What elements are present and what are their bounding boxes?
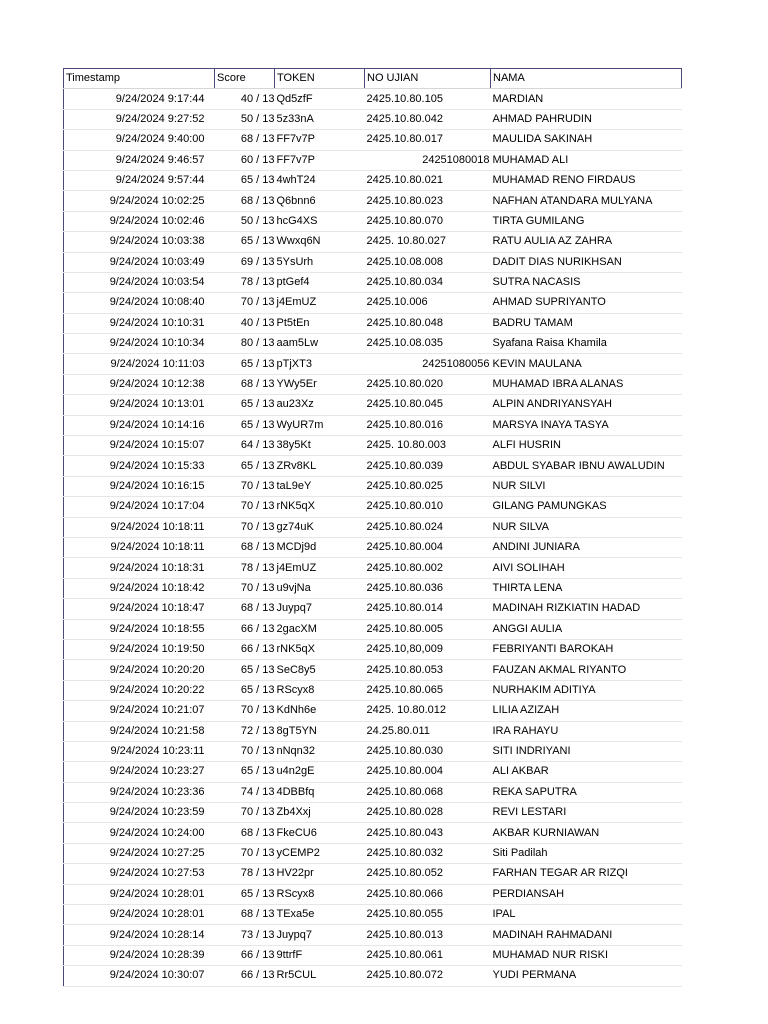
cell-score: 65 / 13 bbox=[215, 415, 275, 435]
cell-score: 65 / 13 bbox=[215, 354, 275, 374]
cell-nama: MUHAMAD RENO FIRDAUS bbox=[491, 170, 682, 190]
cell-no-ujian: 2425.10.80.023 bbox=[365, 191, 491, 211]
cell-token: FF7v7P bbox=[275, 150, 365, 170]
cell-score: 78 / 13 bbox=[215, 864, 275, 884]
cell-no-ujian: 24.25.80.011 bbox=[365, 721, 491, 741]
cell-token: Wwxq6N bbox=[275, 232, 365, 252]
cell-token: rNK5qX bbox=[275, 497, 365, 517]
cell-nama: MARDIAN bbox=[491, 89, 682, 109]
cell-nama: ALPIN ANDRIYANSYAH bbox=[491, 395, 682, 415]
cell-no-ujian: 2425.10.80.045 bbox=[365, 395, 491, 415]
cell-score: 65 / 13 bbox=[215, 395, 275, 415]
table-row bbox=[64, 558, 682, 578]
cell-timestamp: 9/24/2024 10:20:20 bbox=[64, 660, 215, 680]
cell-nama: ALFI HUSRIN bbox=[491, 436, 682, 456]
cell-token: Juypq7 bbox=[275, 599, 365, 619]
table-row bbox=[64, 660, 682, 680]
cell-nama: REKA SAPUTRA bbox=[491, 782, 682, 802]
table-row bbox=[64, 476, 682, 496]
cell-score: 70 / 13 bbox=[215, 517, 275, 537]
cell-no-ujian: 2425. 10.80.012 bbox=[365, 701, 491, 721]
cell-timestamp: 9/24/2024 10:08:40 bbox=[64, 293, 215, 313]
cell-nama: SITI INDRIYANI bbox=[491, 741, 682, 761]
cell-timestamp: 9/24/2024 10:14:16 bbox=[64, 415, 215, 435]
cell-score: 65 / 13 bbox=[215, 456, 275, 476]
cell-timestamp: 9/24/2024 10:28:01 bbox=[64, 884, 215, 904]
cell-no-ujian: 2425.10.80.028 bbox=[365, 803, 491, 823]
table-row bbox=[64, 680, 682, 700]
cell-score: 68 / 13 bbox=[215, 130, 275, 150]
cell-timestamp: 9/24/2024 9:57:44 bbox=[64, 170, 215, 190]
cell-timestamp: 9/24/2024 10:19:50 bbox=[64, 639, 215, 659]
cell-timestamp: 9/24/2024 10:03:38 bbox=[64, 232, 215, 252]
cell-score: 78 / 13 bbox=[215, 558, 275, 578]
cell-token: SeC8y5 bbox=[275, 660, 365, 680]
cell-no-ujian: 24251080018 bbox=[365, 150, 491, 170]
table-row bbox=[64, 272, 682, 292]
cell-token: nNqn32 bbox=[275, 741, 365, 761]
cell-timestamp: 9/24/2024 10:24:00 bbox=[64, 823, 215, 843]
cell-token: rNK5qX bbox=[275, 639, 365, 659]
table-row bbox=[64, 436, 682, 456]
cell-timestamp: 9/24/2024 10:13:01 bbox=[64, 395, 215, 415]
cell-token: YWy5Er bbox=[275, 374, 365, 394]
table-body bbox=[64, 89, 682, 986]
table-row bbox=[64, 497, 682, 517]
cell-no-ujian: 2425.10.80.065 bbox=[365, 680, 491, 700]
cell-token: ptGef4 bbox=[275, 272, 365, 292]
cell-nama: MADINAH RIZKIATIN HADAD bbox=[491, 599, 682, 619]
cell-token: 4whT24 bbox=[275, 170, 365, 190]
cell-no-ujian: 2425.10.80.036 bbox=[365, 578, 491, 598]
results-table bbox=[63, 68, 682, 987]
cell-token: au23Xz bbox=[275, 395, 365, 415]
cell-nama: NUR SILVA bbox=[491, 517, 682, 537]
table-row bbox=[64, 782, 682, 802]
cell-no-ujian: 2425.10.80.021 bbox=[365, 170, 491, 190]
table-row bbox=[64, 619, 682, 639]
cell-no-ujian: 2425. 10.80.003 bbox=[365, 436, 491, 456]
table-row bbox=[64, 905, 682, 925]
cell-token: hcG4XS bbox=[275, 211, 365, 231]
cell-score: 65 / 13 bbox=[215, 762, 275, 782]
cell-timestamp: 9/24/2024 10:15:33 bbox=[64, 456, 215, 476]
cell-nama: MAULIDA SAKINAH bbox=[491, 130, 682, 150]
table-row bbox=[64, 354, 682, 374]
cell-token: j4EmUZ bbox=[275, 558, 365, 578]
table-row bbox=[64, 823, 682, 843]
cell-no-ujian: 2425.10.80.061 bbox=[365, 945, 491, 965]
table-row bbox=[64, 456, 682, 476]
table-row bbox=[64, 884, 682, 904]
cell-score: 70 / 13 bbox=[215, 497, 275, 517]
cell-score: 66 / 13 bbox=[215, 966, 275, 986]
cell-nama: Siti Padilah bbox=[491, 843, 682, 863]
table-row bbox=[64, 966, 682, 986]
cell-timestamp: 9/24/2024 10:18:31 bbox=[64, 558, 215, 578]
cell-no-ujian: 2425.10.80.105 bbox=[365, 89, 491, 109]
cell-token: u9vjNa bbox=[275, 578, 365, 598]
cell-timestamp: 9/24/2024 10:17:04 bbox=[64, 497, 215, 517]
cell-nama: MARSYA INAYA TASYA bbox=[491, 415, 682, 435]
table-header bbox=[64, 69, 682, 89]
cell-timestamp: 9/24/2024 9:46:57 bbox=[64, 150, 215, 170]
cell-token: TExa5e bbox=[275, 905, 365, 925]
cell-score: 68 / 13 bbox=[215, 599, 275, 619]
cell-no-ujian: 2425.10.80.014 bbox=[365, 599, 491, 619]
cell-no-ujian: 2425.10.80.034 bbox=[365, 272, 491, 292]
cell-no-ujian: 2425.10.80.048 bbox=[365, 313, 491, 333]
cell-timestamp: 9/24/2024 10:11:03 bbox=[64, 354, 215, 374]
cell-nama: AHMAD PAHRUDIN bbox=[491, 109, 682, 129]
cell-score: 69 / 13 bbox=[215, 252, 275, 272]
cell-nama: AKBAR KURNIAWAN bbox=[491, 823, 682, 843]
cell-no-ujian: 2425.10.80.016 bbox=[365, 415, 491, 435]
cell-timestamp: 9/24/2024 10:16:15 bbox=[64, 476, 215, 496]
cell-score: 70 / 13 bbox=[215, 741, 275, 761]
cell-timestamp: 9/24/2024 10:18:47 bbox=[64, 599, 215, 619]
cell-timestamp: 9/24/2024 9:40:00 bbox=[64, 130, 215, 150]
cell-score: 65 / 13 bbox=[215, 680, 275, 700]
cell-token: MCDj9d bbox=[275, 537, 365, 557]
cell-token: 4DBBfq bbox=[275, 782, 365, 802]
cell-no-ujian: 2425.10.80.068 bbox=[365, 782, 491, 802]
table-row bbox=[64, 89, 682, 109]
cell-nama: AHMAD SUPRIYANTO bbox=[491, 293, 682, 313]
cell-no-ujian: 2425.10.80.017 bbox=[365, 130, 491, 150]
cell-nama: NUR SILVI bbox=[491, 476, 682, 496]
cell-no-ujian: 2425.10.80.010 bbox=[365, 497, 491, 517]
cell-no-ujian: 2425.10.80.030 bbox=[365, 741, 491, 761]
cell-timestamp: 9/24/2024 10:03:49 bbox=[64, 252, 215, 272]
table-row bbox=[64, 762, 682, 782]
cell-nama: ANGGI AULIA bbox=[491, 619, 682, 639]
cell-token: pTjXT3 bbox=[275, 354, 365, 374]
table-row bbox=[64, 599, 682, 619]
cell-nama: KEVIN MAULANA bbox=[491, 354, 682, 374]
table-row bbox=[64, 864, 682, 884]
table-row bbox=[64, 252, 682, 272]
cell-token: Rr5CUL bbox=[275, 966, 365, 986]
cell-nama: IRA RAHAYU bbox=[491, 721, 682, 741]
cell-token: 2gacXM bbox=[275, 619, 365, 639]
cell-nama: AIVI SOLIHAH bbox=[491, 558, 682, 578]
cell-no-ujian: 2425.10.80.053 bbox=[365, 660, 491, 680]
cell-nama: GILANG PAMUNGKAS bbox=[491, 497, 682, 517]
table-row bbox=[64, 803, 682, 823]
cell-nama: DADIT DIAS NURIKHSAN bbox=[491, 252, 682, 272]
cell-no-ujian: 2425.10.80.004 bbox=[365, 762, 491, 782]
cell-timestamp: 9/24/2024 10:10:31 bbox=[64, 313, 215, 333]
cell-nama: ALI AKBAR bbox=[491, 762, 682, 782]
cell-token: FkeCU6 bbox=[275, 823, 365, 843]
cell-score: 68 / 13 bbox=[215, 905, 275, 925]
cell-score: 70 / 13 bbox=[215, 803, 275, 823]
cell-token: KdNh6e bbox=[275, 701, 365, 721]
cell-token: ZRv8KL bbox=[275, 456, 365, 476]
cell-no-ujian: 2425.10,80,009 bbox=[365, 639, 491, 659]
cell-no-ujian: 2425.10.80.013 bbox=[365, 925, 491, 945]
cell-no-ujian: 2425.10.80.042 bbox=[365, 109, 491, 129]
cell-score: 50 / 13 bbox=[215, 109, 275, 129]
cell-token: j4EmUZ bbox=[275, 293, 365, 313]
table-row bbox=[64, 537, 682, 557]
cell-token: RScyx8 bbox=[275, 884, 365, 904]
cell-no-ujian: 2425.10.80.024 bbox=[365, 517, 491, 537]
cell-timestamp: 9/24/2024 10:10:34 bbox=[64, 334, 215, 354]
table-row bbox=[64, 639, 682, 659]
cell-timestamp: 9/24/2024 10:18:42 bbox=[64, 578, 215, 598]
table-row bbox=[64, 150, 682, 170]
cell-nama: MUHAMAD IBRA ALANAS bbox=[491, 374, 682, 394]
cell-token: RScyx8 bbox=[275, 680, 365, 700]
cell-nama: IPAL bbox=[491, 905, 682, 925]
cell-token: 9ttrfF bbox=[275, 945, 365, 965]
header-score: Score bbox=[215, 69, 275, 89]
cell-timestamp: 9/24/2024 10:18:55 bbox=[64, 619, 215, 639]
cell-timestamp: 9/24/2024 10:28:39 bbox=[64, 945, 215, 965]
header-timestamp: Timestamp bbox=[64, 69, 215, 89]
table-row bbox=[64, 313, 682, 333]
cell-token: WyUR7m bbox=[275, 415, 365, 435]
cell-timestamp: 9/24/2024 10:18:11 bbox=[64, 537, 215, 557]
cell-timestamp: 9/24/2024 10:03:54 bbox=[64, 272, 215, 292]
cell-no-ujian: 2425.10.80.066 bbox=[365, 884, 491, 904]
cell-token: Zb4Xxj bbox=[275, 803, 365, 823]
cell-timestamp: 9/24/2024 10:02:25 bbox=[64, 191, 215, 211]
table-row bbox=[64, 925, 682, 945]
table-row bbox=[64, 843, 682, 863]
cell-score: 70 / 13 bbox=[215, 293, 275, 313]
table-row bbox=[64, 211, 682, 231]
cell-token: 8gT5YN bbox=[275, 721, 365, 741]
table-row bbox=[64, 293, 682, 313]
header-no-ujian: NO UJIAN bbox=[365, 69, 491, 89]
table-row bbox=[64, 517, 682, 537]
cell-token: aam5Lw bbox=[275, 334, 365, 354]
cell-no-ujian: 2425.10.80.070 bbox=[365, 211, 491, 231]
table-row bbox=[64, 170, 682, 190]
cell-nama: THIRTA LENA bbox=[491, 578, 682, 598]
cell-score: 70 / 13 bbox=[215, 701, 275, 721]
cell-no-ujian: 2425.10.006 bbox=[365, 293, 491, 313]
cell-timestamp: 9/24/2024 10:15:07 bbox=[64, 436, 215, 456]
cell-token: 5z33nA bbox=[275, 109, 365, 129]
cell-timestamp: 9/24/2024 9:17:44 bbox=[64, 89, 215, 109]
cell-no-ujian: 2425.10.80.005 bbox=[365, 619, 491, 639]
cell-no-ujian: 2425.10.80.002 bbox=[365, 558, 491, 578]
cell-token: HV22pr bbox=[275, 864, 365, 884]
cell-token: Q6bnn6 bbox=[275, 191, 365, 211]
cell-token: Qd5zfF bbox=[275, 89, 365, 109]
cell-nama: LILIA AZIZAH bbox=[491, 701, 682, 721]
cell-score: 66 / 13 bbox=[215, 619, 275, 639]
cell-no-ujian: 2425. 10.80.027 bbox=[365, 232, 491, 252]
table-row bbox=[64, 578, 682, 598]
cell-score: 60 / 13 bbox=[215, 150, 275, 170]
cell-nama: FARHAN TEGAR AR RIZQI bbox=[491, 864, 682, 884]
cell-token: taL9eY bbox=[275, 476, 365, 496]
cell-nama: RATU AULIA AZ ZAHRA bbox=[491, 232, 682, 252]
cell-token: FF7v7P bbox=[275, 130, 365, 150]
cell-no-ujian: 2425.10.80.020 bbox=[365, 374, 491, 394]
cell-nama: FEBRIYANTI BAROKAH bbox=[491, 639, 682, 659]
cell-timestamp: 9/24/2024 10:23:59 bbox=[64, 803, 215, 823]
cell-nama: MUHAMAD ALI bbox=[491, 150, 682, 170]
cell-no-ujian: 2425.10.08.008 bbox=[365, 252, 491, 272]
cell-score: 66 / 13 bbox=[215, 945, 275, 965]
cell-score: 64 / 13 bbox=[215, 436, 275, 456]
cell-score: 78 / 13 bbox=[215, 272, 275, 292]
cell-timestamp: 9/24/2024 10:21:07 bbox=[64, 701, 215, 721]
cell-nama: NURHAKIM ADITIYA bbox=[491, 680, 682, 700]
cell-token: gz74uK bbox=[275, 517, 365, 537]
cell-score: 40 / 13 bbox=[215, 313, 275, 333]
cell-no-ujian: 2425.10.80.043 bbox=[365, 823, 491, 843]
cell-timestamp: 9/24/2024 10:27:53 bbox=[64, 864, 215, 884]
cell-nama: ABDUL SYABAR IBNU AWALUDIN bbox=[491, 456, 682, 476]
cell-nama: FAUZAN AKMAL RIYANTO bbox=[491, 660, 682, 680]
cell-token: u4n2gE bbox=[275, 762, 365, 782]
cell-score: 68 / 13 bbox=[215, 823, 275, 843]
cell-nama: Syafana Raisa Khamila bbox=[491, 334, 682, 354]
table-row bbox=[64, 721, 682, 741]
cell-timestamp: 9/24/2024 10:23:36 bbox=[64, 782, 215, 802]
cell-score: 65 / 13 bbox=[215, 232, 275, 252]
cell-timestamp: 9/24/2024 10:27:25 bbox=[64, 843, 215, 863]
cell-score: 66 / 13 bbox=[215, 639, 275, 659]
cell-token: 5YsUrh bbox=[275, 252, 365, 272]
cell-no-ujian: 2425.10.80.052 bbox=[365, 864, 491, 884]
cell-no-ujian: 24251080056 bbox=[365, 354, 491, 374]
cell-timestamp: 9/24/2024 10:21:58 bbox=[64, 721, 215, 741]
header-token: TOKEN bbox=[275, 69, 365, 89]
cell-nama: MUHAMAD NUR RISKI bbox=[491, 945, 682, 965]
table-row bbox=[64, 232, 682, 252]
cell-score: 80 / 13 bbox=[215, 334, 275, 354]
cell-token: 38y5Kt bbox=[275, 436, 365, 456]
cell-nama: TIRTA GUMILANG bbox=[491, 211, 682, 231]
table-row bbox=[64, 741, 682, 761]
cell-nama: SUTRA NACASIS bbox=[491, 272, 682, 292]
cell-token: Juypq7 bbox=[275, 925, 365, 945]
cell-timestamp: 9/24/2024 10:20:22 bbox=[64, 680, 215, 700]
header-row bbox=[64, 69, 682, 89]
cell-score: 72 / 13 bbox=[215, 721, 275, 741]
cell-nama: NAFHAN ATANDARA MULYANA bbox=[491, 191, 682, 211]
cell-score: 74 / 13 bbox=[215, 782, 275, 802]
table-row bbox=[64, 415, 682, 435]
cell-nama: YUDI PERMANA bbox=[491, 966, 682, 986]
cell-timestamp: 9/24/2024 10:23:27 bbox=[64, 762, 215, 782]
header-nama: NAMA bbox=[491, 69, 682, 89]
cell-timestamp: 9/24/2024 10:28:01 bbox=[64, 905, 215, 925]
cell-nama: ANDINI JUNIARA bbox=[491, 537, 682, 557]
spreadsheet bbox=[63, 68, 681, 987]
table-row bbox=[64, 334, 682, 354]
cell-token: yCEMP2 bbox=[275, 843, 365, 863]
cell-nama: PERDIANSAH bbox=[491, 884, 682, 904]
cell-nama: MADINAH RAHMADANI bbox=[491, 925, 682, 945]
cell-no-ujian: 2425.10.80.032 bbox=[365, 843, 491, 863]
table-row bbox=[64, 395, 682, 415]
cell-timestamp: 9/24/2024 10:12:38 bbox=[64, 374, 215, 394]
cell-nama: REVI LESTARI bbox=[491, 803, 682, 823]
cell-score: 65 / 13 bbox=[215, 170, 275, 190]
cell-token: Pt5tEn bbox=[275, 313, 365, 333]
cell-timestamp: 9/24/2024 10:18:11 bbox=[64, 517, 215, 537]
cell-score: 70 / 13 bbox=[215, 476, 275, 496]
cell-score: 70 / 13 bbox=[215, 843, 275, 863]
cell-no-ujian: 2425.10.80.072 bbox=[365, 966, 491, 986]
cell-no-ujian: 2425.10.80.025 bbox=[365, 476, 491, 496]
cell-no-ujian: 2425.10.08.035 bbox=[365, 334, 491, 354]
cell-timestamp: 9/24/2024 10:02:46 bbox=[64, 211, 215, 231]
cell-no-ujian: 2425.10.80.039 bbox=[365, 456, 491, 476]
cell-score: 65 / 13 bbox=[215, 884, 275, 904]
table-row bbox=[64, 109, 682, 129]
cell-no-ujian: 2425.10.80.055 bbox=[365, 905, 491, 925]
cell-score: 73 / 13 bbox=[215, 925, 275, 945]
table-row bbox=[64, 374, 682, 394]
cell-timestamp: 9/24/2024 10:23:11 bbox=[64, 741, 215, 761]
table-row bbox=[64, 191, 682, 211]
table-row bbox=[64, 945, 682, 965]
cell-timestamp: 9/24/2024 10:30:07 bbox=[64, 966, 215, 986]
cell-score: 50 / 13 bbox=[215, 211, 275, 231]
cell-score: 68 / 13 bbox=[215, 374, 275, 394]
cell-score: 65 / 13 bbox=[215, 660, 275, 680]
cell-no-ujian: 2425.10.80.004 bbox=[365, 537, 491, 557]
cell-timestamp: 9/24/2024 9:27:52 bbox=[64, 109, 215, 129]
cell-nama: BADRU TAMAM bbox=[491, 313, 682, 333]
table-row bbox=[64, 130, 682, 150]
cell-score: 68 / 13 bbox=[215, 191, 275, 211]
table-row bbox=[64, 701, 682, 721]
cell-score: 40 / 13 bbox=[215, 89, 275, 109]
cell-timestamp: 9/24/2024 10:28:14 bbox=[64, 925, 215, 945]
cell-score: 70 / 13 bbox=[215, 578, 275, 598]
cell-score: 68 / 13 bbox=[215, 537, 275, 557]
